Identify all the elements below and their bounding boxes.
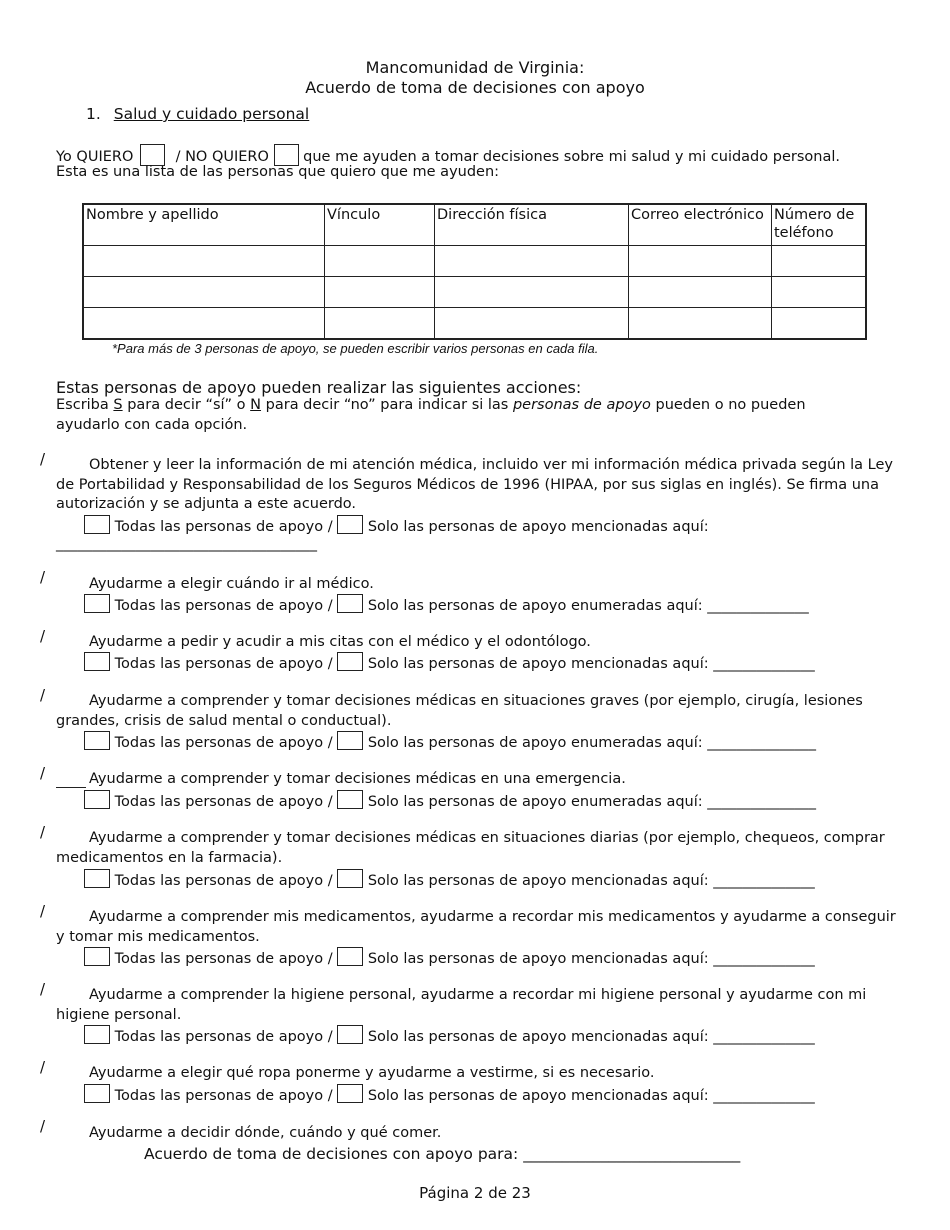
item-text: Obtener y leer la información de mi atención médica, incluido ver mi información médica privada según la Ley de Portabilidad y Responsabilidad de los Seguros Médicos de 1996 (HIPAA, por sus siglas en inglés). Se firma una autorización y se adjunta a este acuerdo. [56,457,894,512]
col-address: Dirección física [435,204,629,246]
table-header-row [83,204,866,246]
all-supporters-checkbox[interactable] [84,594,110,613]
item-answer-slash[interactable]: / [40,1058,46,1076]
item-text: Ayudarme a comprender y tomar decisiones médicas en una emergencia. [89,771,626,787]
want-checkbox[interactable] [140,144,165,166]
named-supporters-checkbox[interactable] [337,731,363,750]
item-answer-slash[interactable]: / [40,1117,46,1135]
item-options [84,1084,815,1104]
table-row [83,246,866,277]
cell-input[interactable] [772,246,867,277]
named-supporters-checkbox[interactable] [337,1025,363,1044]
item-text: Ayudarme a comprender y tomar decisiones médicas en situaciones diarias (por ejemplo, chequeos, comprar medicamentos en la farmacia). [56,830,885,866]
item-answer-slash[interactable]: / [40,627,46,645]
named-supporters-label: Solo las personas de apoyo mencionadas aquí: [367,951,709,967]
item-text: Ayudarme a comprender mis medicamentos, ayudarme a recordar mis medicamentos y ayudarme a conseguir y tomar mis medicamentos. [56,909,896,945]
section-heading [86,105,309,123]
item-hygiene [56,986,898,1025]
all-supporters-label: Todas las personas de apoyo / [114,735,333,751]
all-supporters-label: Todas las personas de apoyo / [114,656,333,672]
actions-instructions [56,397,806,413]
no-letter: N [250,397,262,413]
item-answer-slash[interactable]: / [40,568,46,586]
named-supporters-blank[interactable]: ______________ [713,951,815,967]
support-people-table [82,203,867,340]
all-supporters-checkbox[interactable] [84,947,110,966]
all-supporters-checkbox[interactable] [84,790,110,809]
cell-input[interactable] [83,308,325,340]
actions-instructions-line2: ayudarlo con cada opción. [56,417,248,433]
cell-input[interactable] [325,246,435,277]
all-supporters-label: Todas las personas de apoyo / [114,951,333,967]
cell-input[interactable] [772,308,867,340]
all-supporters-checkbox[interactable] [84,731,110,750]
instr-text: Escriba [56,397,109,413]
item-daily-decisions [56,829,898,868]
doc-title-line1: Mancomunidad de Virginia: [365,58,585,77]
item-answer-slash[interactable]: / [40,980,46,998]
section-title: Salud y cuidado personal [113,105,310,123]
all-supporters-label: Todas las personas de apoyo / [114,1088,333,1104]
page-number: Página 2 de 23 [419,1184,531,1202]
item-answer-slash[interactable]: / [40,764,46,782]
cell-input[interactable] [629,277,772,308]
item-serious-decisions [56,692,898,731]
named-supporters-label: Solo las personas de apoyo enumeradas aquí: [367,794,703,810]
cell-input[interactable] [83,246,325,277]
item-answer-slash[interactable]: / [40,686,46,704]
item-hipaa [56,456,898,515]
item-options [84,515,709,535]
named-supporters-label: Solo las personas de apoyo mencionadas aquí: [367,656,709,672]
item-text: Ayudarme a pedir y acudir a mis citas con el médico y el odontólogo. [89,634,591,650]
cell-input[interactable] [435,308,629,340]
instr-text: para decir “sí” o [127,397,246,413]
col-name: Nombre y apellido [83,204,325,246]
cell-input[interactable] [772,277,867,308]
doc-title-line2: Acuerdo de toma de decisiones con apoyo [305,78,645,97]
col-email: Correo electrónico [629,204,772,246]
intro-rest: que me ayuden a tomar decisiones sobre mi salud y mi cuidado personal. [303,149,840,165]
table-row [83,277,866,308]
cell-input[interactable] [435,246,629,277]
item-options [84,790,816,810]
cell-input[interactable] [435,277,629,308]
named-supporters-blank[interactable]: ______________ [713,1088,815,1104]
named-supporters-label: Solo las personas de apoyo enumeradas aquí: [367,735,703,751]
item-appointments [56,633,898,653]
instr-text: pueden o no pueden [655,397,806,413]
cell-input[interactable] [629,246,772,277]
named-supporters-checkbox[interactable] [337,652,363,671]
table-row [83,308,866,340]
item-options [84,652,815,672]
named-supporters-blank[interactable]: ____________________________________ [56,536,317,552]
named-supporters-checkbox[interactable] [337,515,363,534]
named-supporters-blank[interactable]: ______________ [713,656,815,672]
yes-letter: S [113,397,123,413]
item-choose-doctor [56,575,898,595]
named-supporters-blank[interactable]: ______________ [713,873,815,889]
named-supporters-checkbox[interactable] [337,594,363,613]
all-supporters-checkbox[interactable] [84,1025,110,1044]
actions-heading: Estas personas de apoyo pueden realizar las siguientes acciones: [56,378,582,397]
item-text: Ayudarme a elegir qué ropa ponerme y ayudarme a vestirme, si es necesario. [89,1065,655,1081]
col-phone: Número de teléfono [772,204,867,246]
named-supporters-blank[interactable]: ______________ [713,1029,815,1045]
all-supporters-checkbox[interactable] [84,1084,110,1103]
item-options [84,731,816,751]
named-supporters-label: Solo las personas de apoyo mencionadas aquí: [367,519,709,535]
item-options [84,869,815,889]
all-supporters-label: Todas las personas de apoyo / [114,794,333,810]
item-emergency [56,770,898,790]
item-options [84,1025,815,1045]
named-supporters-blank[interactable]: _______________ [707,794,816,810]
intro-line1 [56,144,840,166]
item-text: Ayudarme a comprender y tomar decisiones médicas en situaciones graves (por ejemplo, cirugía, lesiones grandes, crisis de salud mental o conductual). [56,693,863,729]
item-text: Ayudarme a decidir dónde, cuándo y qué comer. [89,1125,442,1141]
section-number: 1. [86,105,101,123]
named-supporters-label: Solo las personas de apoyo mencionadas aquí: [367,1088,709,1104]
item-options [84,594,809,614]
col-relationship: Vínculo [325,204,435,246]
named-supporters-blank[interactable]: _______________ [707,735,816,751]
named-supporters-blank[interactable]: ______________ [707,598,809,614]
cell-input[interactable] [83,277,325,308]
agreement-for-line[interactable]: Acuerdo de toma de decisiones con apoyo para: ____________________________ [144,1145,741,1163]
all-supporters-label: Todas las personas de apoyo / [114,598,333,614]
all-supporters-label: Todas las personas de apoyo / [114,519,333,535]
all-supporters-checkbox[interactable] [84,515,110,534]
intro-line2: Esta es una lista de las personas que quiero que me ayuden: [56,164,500,180]
item-options [84,947,815,967]
instr-emphasis: personas de apoyo [512,397,651,413]
named-supporters-checkbox[interactable] [337,790,363,809]
want-label: Yo QUIERO [56,149,134,165]
named-supporters-label: Solo las personas de apoyo mencionadas aquí: [367,1029,709,1045]
item-medications [56,908,898,947]
item-answer-slash[interactable]: / [40,450,46,468]
item-answer-slash[interactable]: / [40,902,46,920]
named-supporters-label: Solo las personas de apoyo enumeradas aquí: [367,598,703,614]
named-supporters-label: Solo las personas de apoyo mencionadas aquí: [367,873,709,889]
all-supporters-label: Todas las personas de apoyo / [114,873,333,889]
not-want-checkbox[interactable] [274,144,299,166]
cell-input[interactable] [325,277,435,308]
named-supporters-checkbox[interactable] [337,947,363,966]
item-text: Ayudarme a elegir cuándo ir al médico. [89,576,374,592]
named-supporters-checkbox[interactable] [337,869,363,888]
named-supporters-checkbox[interactable] [337,1084,363,1103]
cell-input[interactable] [629,308,772,340]
cell-input[interactable] [325,308,435,340]
all-supporters-checkbox[interactable] [84,869,110,888]
not-want-label: / NO QUIERO [175,149,269,165]
all-supporters-label: Todas las personas de apoyo / [114,1029,333,1045]
all-supporters-checkbox[interactable] [84,652,110,671]
item-text: Ayudarme a comprender la higiene personal, ayudarme a recordar mi higiene personal y ayudarme con mi higiene personal. [56,987,867,1023]
table-note: *Para más de 3 personas de apoyo, se pueden escribir varios personas en cada fila. [112,341,599,356]
instr-text: para decir “no” para indicar si las [265,397,509,413]
item-eating [56,1124,898,1144]
item-clothing [56,1064,898,1084]
item-answer-slash[interactable]: / [40,823,46,841]
